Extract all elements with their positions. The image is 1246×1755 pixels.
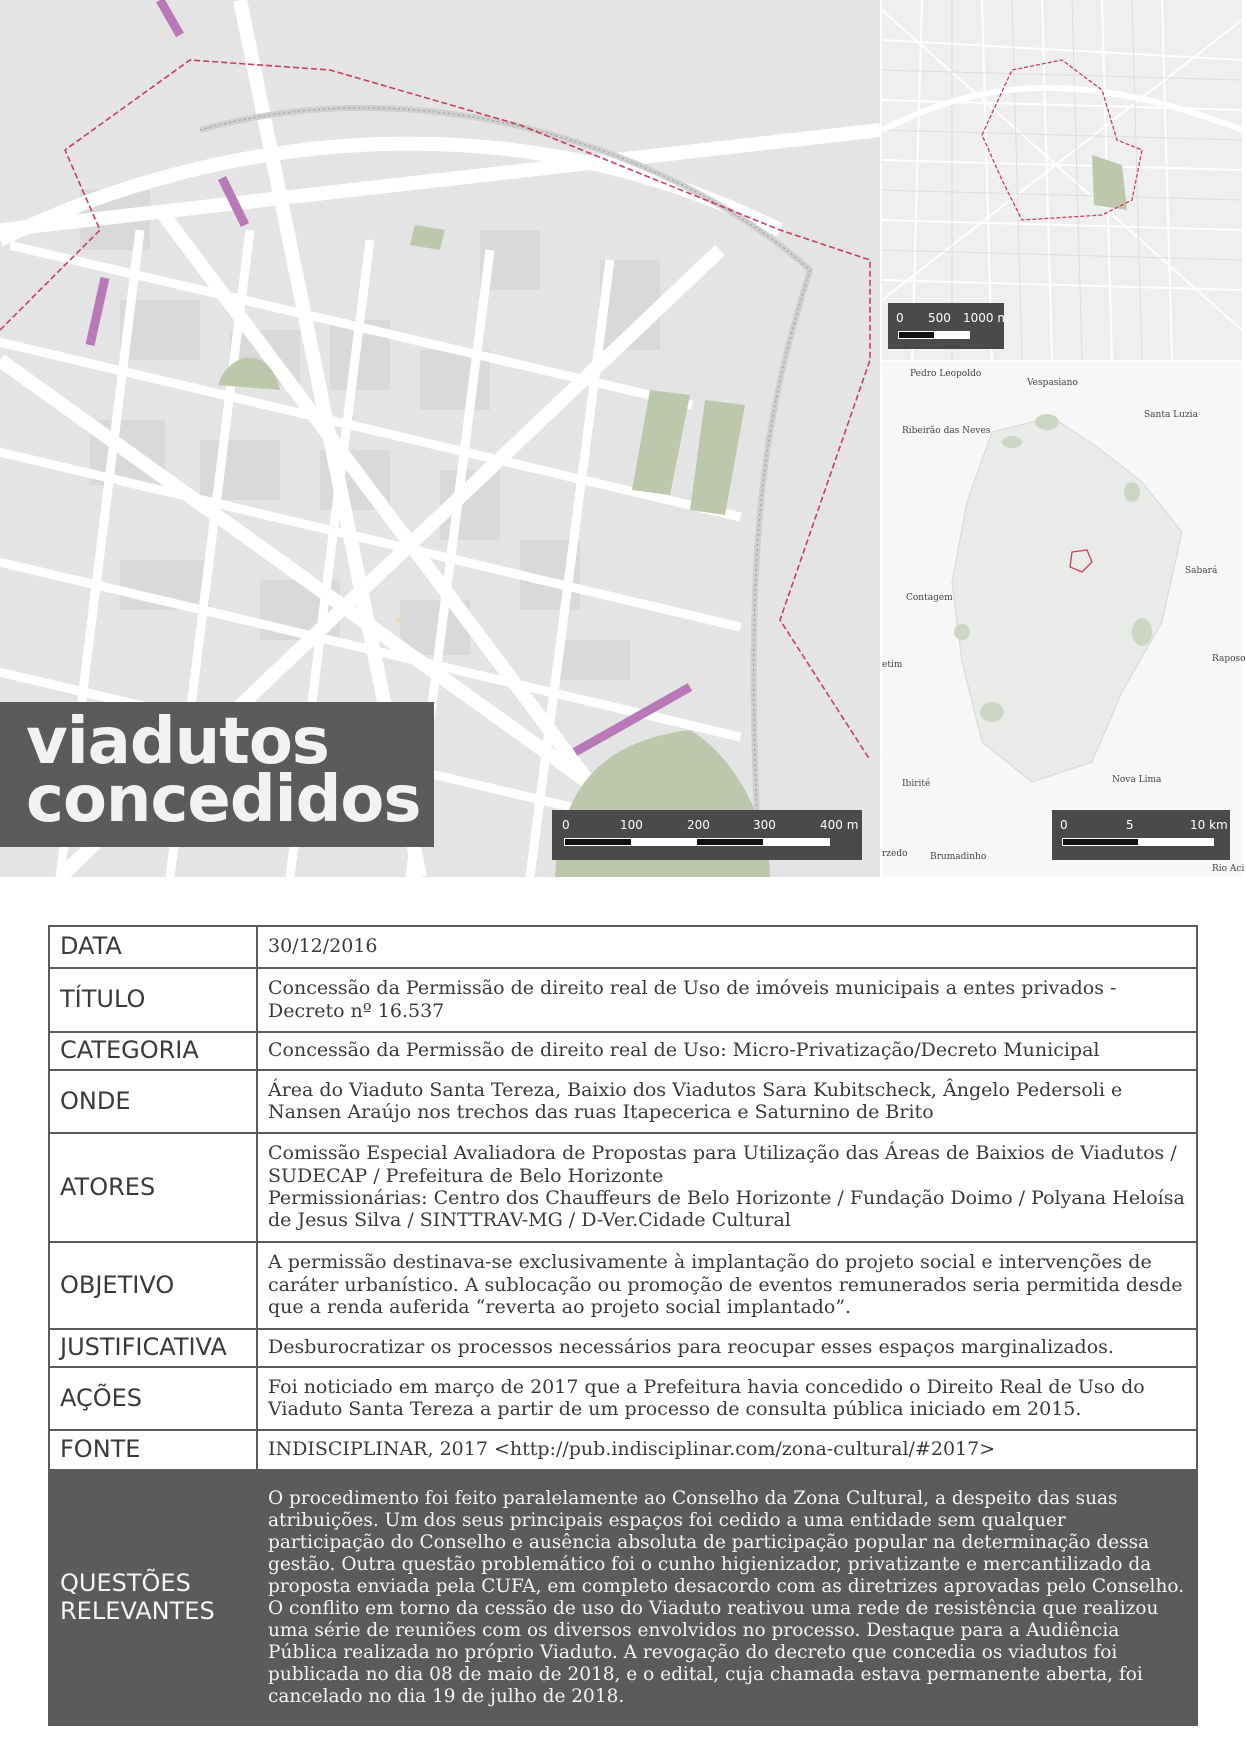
inset1-scale-bar [888, 303, 1010, 349]
value-atores-line1: Comissão Especial Avaliadora de Propostas para Utilização das Áreas de Baixios de Viadutos / SUDECAP / Prefeitura de Belo Horizonte [268, 1142, 1177, 1187]
value-justificativa: Desburocratizar os processos necessários para reocupar esses espaços marginalizados. [257, 1329, 1197, 1367]
label-questoes: QUESTÕES RELEVANTES [49, 1470, 257, 1725]
label-categoria: CATEGORIA [49, 1032, 257, 1070]
main-scale-label-100: 100 [620, 818, 643, 832]
place-raposos: Raposo [1212, 654, 1246, 664]
value-onde: Área do Viaduto Santa Tereza, Baixio dos Viadutos Sara Kubitscheck, Ângelo Pedersoli e Nansen Araújo nos trechos das ruas Itapecerica e Saturnino de Brito [257, 1070, 1197, 1133]
table-row-onde [49, 1070, 1197, 1133]
place-rio-acima: Rio Aci [1212, 864, 1245, 874]
inset-map-region [882, 362, 1246, 877]
table-row-justificativa [49, 1329, 1197, 1367]
label-fonte: FONTE [49, 1430, 257, 1470]
inset-map-city [882, 0, 1242, 360]
inset2-scale-label-10: 10 km [1190, 818, 1228, 832]
label-objetivo: OBJETIVO [49, 1242, 257, 1329]
value-objetivo: A permissão destinava-se exclusivamente à implantação do projeto social e intervenções de caráter urbanístico. A sublocação ou promoção de eventos remunerados seria permitida desde que a renda auferida “reverta ao projeto social implantado”. [257, 1242, 1197, 1329]
value-categoria: Concessão da Permissão de direito real de Uso: Micro-Privatização/Decreto Municipal [257, 1032, 1197, 1070]
main-scale-label-300: 300 [753, 818, 776, 832]
main-scale-label-200: 200 [687, 818, 710, 832]
value-fonte: INDISCIPLINAR, 2017 <http://pub.indisciplinar.com/zona-cultural/#2017> [257, 1430, 1197, 1470]
main-scale-track [564, 838, 830, 846]
place-contagem: Contagem [906, 593, 953, 603]
title-line-1: viadutos [26, 705, 329, 779]
table-row-categoria [49, 1032, 1197, 1070]
info-table [48, 925, 1198, 1726]
label-titulo: TÍTULO [49, 968, 257, 1032]
title-box [0, 702, 434, 847]
place-nova-lima: Nova Lima [1112, 775, 1162, 785]
inset1-scale-label-500: 500 [928, 311, 951, 325]
title-line-2: concedidos [26, 763, 421, 837]
label-atores: ATORES [49, 1133, 257, 1242]
value-acoes: Foi noticiado em março de 2017 que a Prefeitura havia concedido o Direito Real de Uso do Viaduto Santa Tereza a partir de um processo de consulta pública iniciado em 2015. [257, 1367, 1197, 1430]
main-scale-label-400: 400 m [820, 818, 859, 832]
place-ibirite: Ibirité [902, 779, 931, 789]
value-atores [257, 1133, 1197, 1242]
inset1-scale-track [898, 331, 970, 339]
label-onde: ONDE [49, 1070, 257, 1133]
table-row-questoes [49, 1470, 1197, 1725]
table-row-data [49, 926, 1197, 968]
place-vespasiano: Vespasiano [1027, 378, 1078, 388]
label-data: DATA [49, 926, 257, 968]
inset-map-region-graphic [882, 362, 1245, 877]
place-sabara: Sabará [1185, 566, 1218, 576]
table-row-titulo [49, 968, 1197, 1032]
place-sarzedo: rzedo [882, 849, 908, 859]
place-betim: etim [882, 660, 903, 670]
inset1-scale-label-1000: 1000 m [963, 311, 1010, 325]
place-pedro-leopoldo: Pedro Leopoldo [910, 369, 982, 379]
inset2-scale-label-0: 0 [1060, 818, 1068, 832]
table-row-objetivo [49, 1242, 1197, 1329]
main-scale-label-0: 0 [562, 818, 570, 832]
main-scale-bar [552, 810, 862, 860]
value-data: 30/12/2016 [257, 926, 1197, 968]
place-ribeirao-das-neves: Ribeirão das Neves [902, 426, 991, 436]
table-row-atores [49, 1133, 1197, 1242]
inset2-scale-label-5: 5 [1126, 818, 1134, 832]
table-row-fonte [49, 1430, 1197, 1470]
main-map [0, 0, 880, 877]
value-atores-line2: Permissionárias: Centro dos Chauffeurs de Belo Horizonte / Fundação Doimo / Polyana Heloísa de Jesus Silva / SINTTRAV-MG / D-Ver.Cidade Cultural [268, 1187, 1185, 1232]
value-questoes: O procedimento foi feito paralelamente ao Conselho da Zona Cultural, a despeito das suas atribuições. Um dos seus principais espaços foi cedido a uma entidade sem qualquer participação do Conselho e ausência absoluta de participação popular na determinação dessa gestão. Outra questão problemático foi o cunho higienizador, privatizante e mercantilizado da proposta enviada pela CUFA, em completo desacordo com as diretrizes aprovadas pelo Conselho. O conflito em torno da cessão de uso do Viaduto reativou uma rede de resistência que realizou uma série de reuniões com os diversos envolvidos no processo. Destaque para a Audiência Pública realizada no próprio Viaduto. A revogação do decreto que concedia os viadutos foi publicada no dia 08 de maio de 2018, e o edital, cuja chamada estava permanente aberta, foi cancelado no dia 19 de julho de 2018. [257, 1470, 1197, 1725]
value-titulo: Concessão da Permissão de direito real de Uso de imóveis municipais a entes privados - Decreto nº 16.537 [257, 968, 1197, 1032]
inset1-scale-label-0: 0 [896, 311, 904, 325]
place-brumadinho: Brumadinho [930, 852, 987, 862]
label-justificativa: JUSTIFICATIVA [49, 1329, 257, 1367]
label-acoes: AÇÕES [49, 1367, 257, 1430]
inset2-scale-bar [1052, 810, 1230, 860]
table-row-acoes [49, 1367, 1197, 1430]
place-santa-luzia: Santa Luzia [1144, 410, 1198, 420]
inset2-scale-track [1062, 838, 1214, 846]
